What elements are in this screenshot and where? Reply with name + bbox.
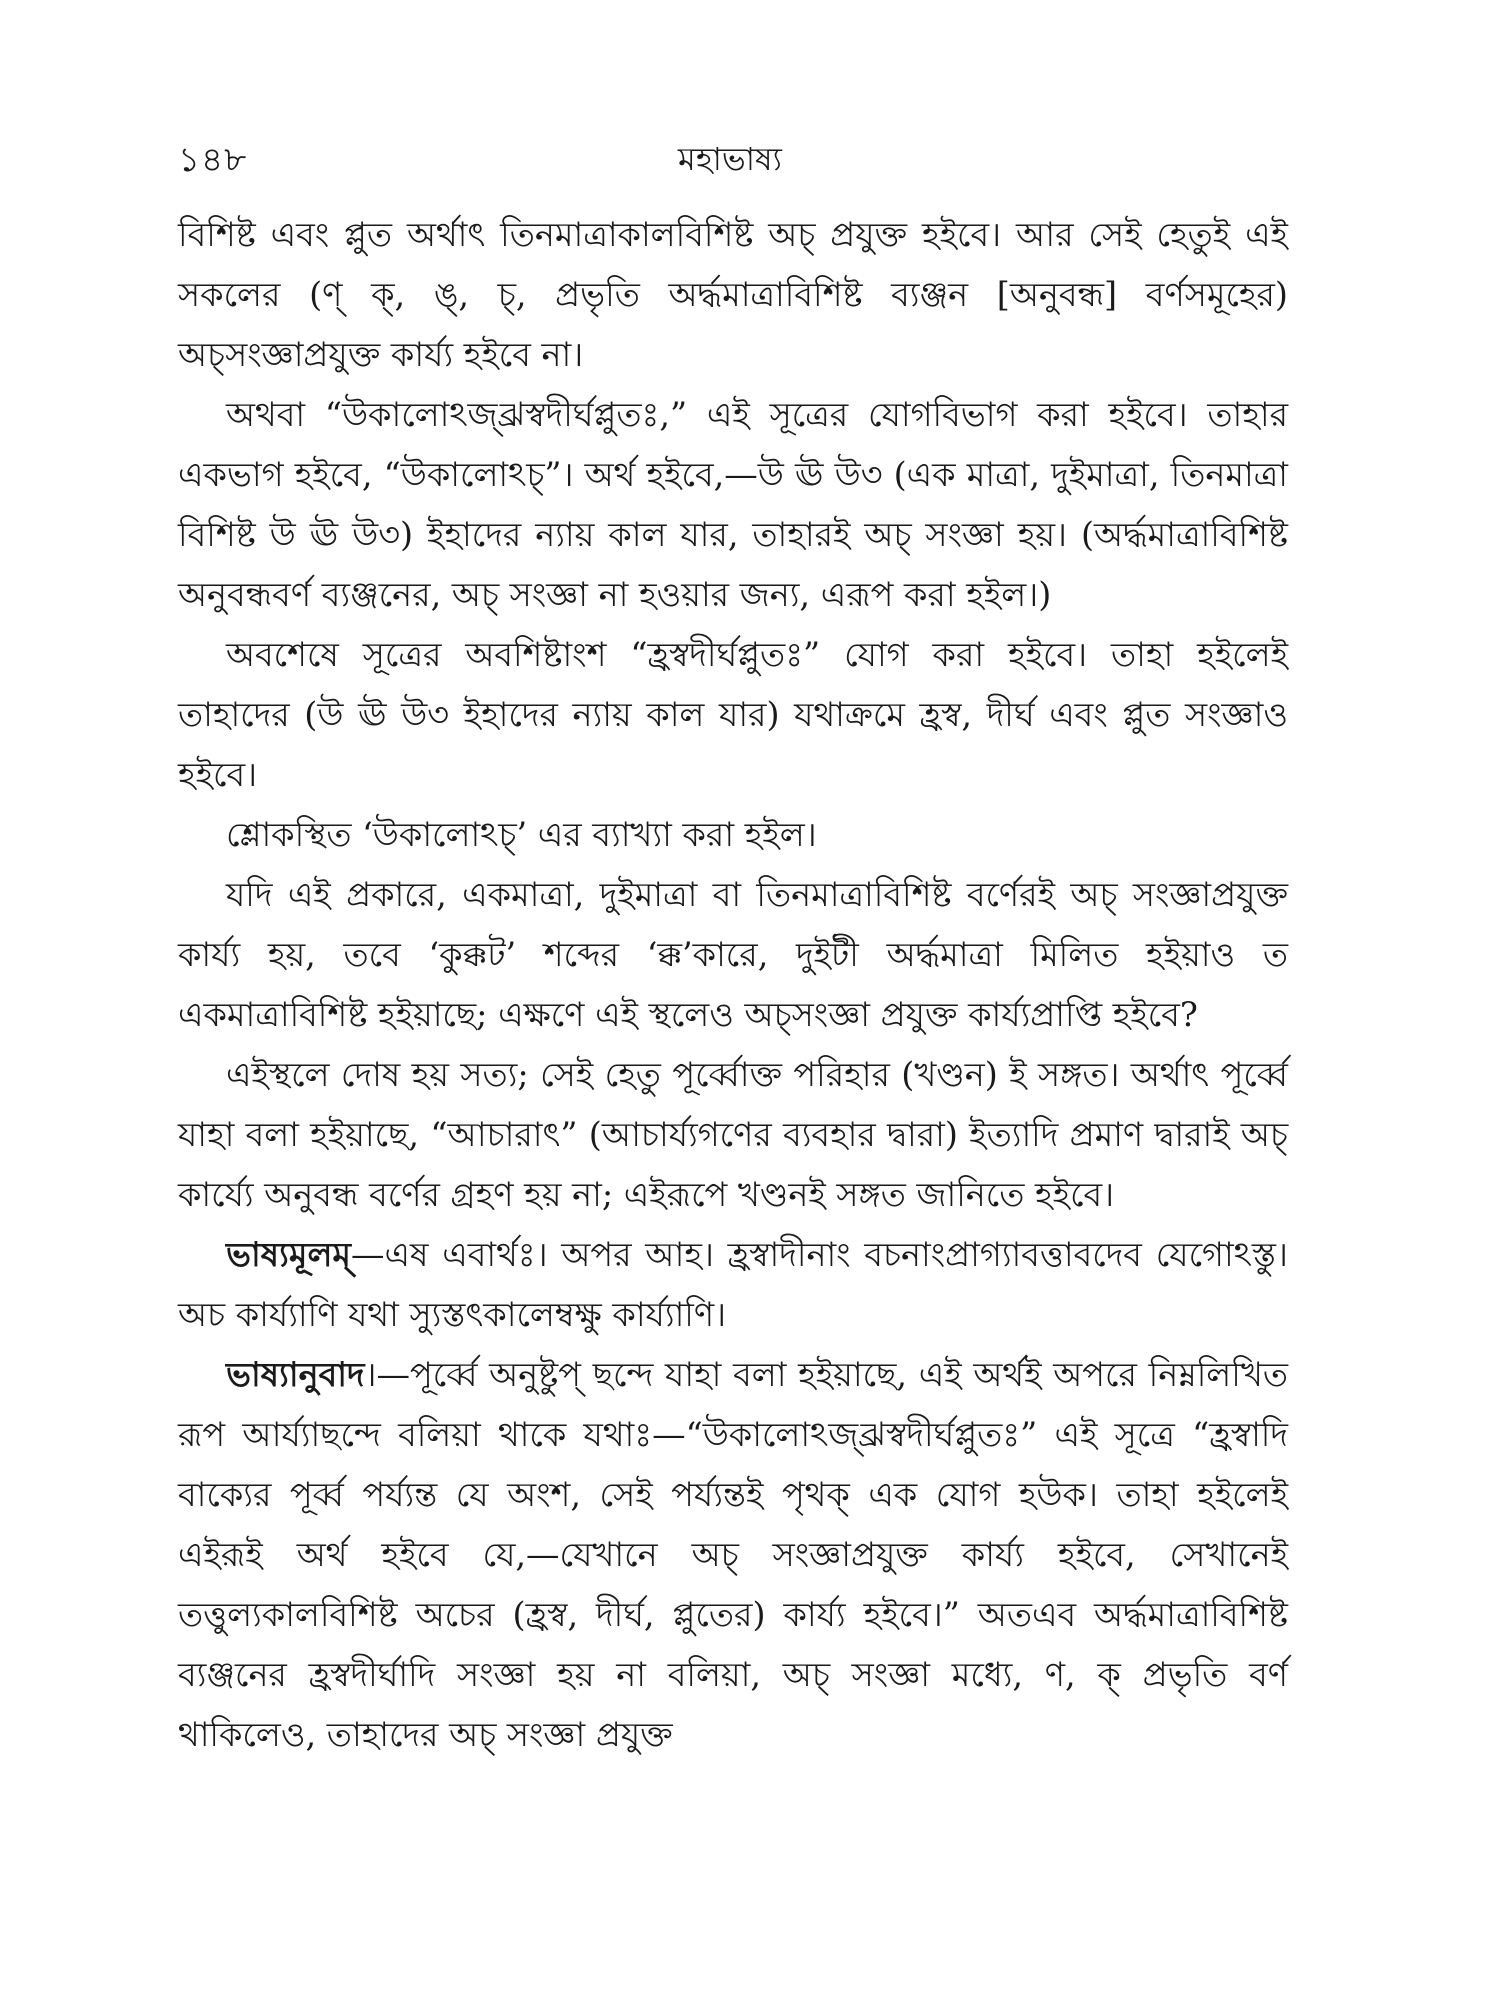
body-text bbox=[178, 205, 1288, 1765]
paragraph bbox=[178, 385, 1288, 625]
paragraph-lead: ভাষ্যমূলম্ bbox=[226, 1235, 352, 1274]
paragraph-text: যদি এই প্রকারে, একমাত্রা, দুইমাত্রা বা তিনমাত্রাবিশিষ্ট বর্ণেরই অচ্ সংজ্ঞাপ্রযুক্ত কার্য্য হয়, তবে ‘কুক্কট’ শব্দের ‘ক্ক’কারে, দুইটী অর্দ্ধমাত্রা মিলিত হইয়াও ত একমাত্রাবিশিষ্ট হইয়াছে; এক্ষণে এই স্থলেও অচ্সংজ্ঞা প্রযুক্ত কার্য্যপ্রাপ্তি হইবে? bbox=[178, 875, 1288, 1034]
paragraph-bhashya-mulam bbox=[178, 1225, 1288, 1345]
paragraph bbox=[178, 625, 1288, 805]
paragraph-text: ।—পূর্ব্বে অনুষ্টুপ্ ছন্দে যাহা বলা হইয়াছে, এই অর্থই অপরে নিম্নলিখিত রূপ আর্য্যাছন্দে বলিয়া থাকে যথাঃ—“উকালোঽজ্ঝ্রস্বদীর্ঘপ্লুতঃ” এই সূত্রে “হ্রস্বাদি বাক্যের পূর্ব্ব পর্য্যন্ত যে অংশ, সেই পর্য্যন্তই পৃথক্ এক যোগ হউক। তাহা হইলেই এইরূই অর্থ হইবে যে,—যেখানে অচ্ সংজ্ঞাপ্রযুক্ত কার্য্য হইবে, সেখানেই তত্তুল্যকালবিশিষ্ট অচের (হ্রস্ব, দীর্ঘ, প্লুতের) কার্য্য হইবে।” অতএব অর্দ্ধমাত্রাবিশিষ্ট ব্যঞ্জনের হ্রস্বদীর্ঘাদি সংজ্ঞা হয় না বলিয়া, অচ্ সংজ্ঞা মধ্যে, ণ, ক্ প্রভৃতি বর্ণ থাকিলেও, তাহাদের অচ্ সংজ্ঞা প্রযুক্ত bbox=[178, 1355, 1288, 1754]
running-title: মহাভাষ্য bbox=[678, 140, 782, 178]
paragraph-text: শ্লোকস্থিত ‘উকালোঽচ্’ এর ব্যাখ্যা করা হইল। bbox=[226, 815, 817, 854]
paragraph-text: —এষ এবার্থঃ। অপর আহ। হ্রস্বাদীনাং বচনাংপ্রাগ্যাবত্তাবদেব যেগোঽস্তু। অচ কার্য্যাণি যথা স্যুস্তৎকালেম্বক্ষু কার্য্যাণি। bbox=[178, 1235, 1288, 1334]
paragraph-text: বিশিষ্ট এবং প্লুত অর্থাৎ তিনমাত্রাকালবিশিষ্ট অচ্ প্রযুক্ত হইবে। আর সেই হেতুই এই সকলের (ণ্ ক্, ঙ্, চ্, প্রভৃতি অর্দ্ধমাত্রাবিশিষ্ট ব্যঞ্জন [অনুবন্ধ] বর্ণসমূহের) অচ্সংজ্ঞাপ্রযুক্ত কার্য্য হইবে না। bbox=[178, 215, 1288, 374]
paragraph-bhashya-anuvad bbox=[178, 1345, 1288, 1765]
paragraph bbox=[178, 1045, 1288, 1225]
paragraph-continued bbox=[178, 205, 1288, 385]
paragraph bbox=[178, 865, 1288, 1045]
paragraph-lead: ভাষ্যানুবাদ bbox=[226, 1355, 365, 1394]
page-header bbox=[178, 130, 1282, 190]
paragraph bbox=[178, 805, 1288, 865]
page-number: ১৪৮ bbox=[178, 140, 248, 180]
paragraph-text: এইস্থলে দোষ হয় সত্য; সেই হেতু পূর্ব্বোক্ত পরিহার (খণ্ডন) ই সঙ্গত। অর্থাৎ পূর্ব্বে যাহা বলা হইয়াছে, “আচারাৎ” (আচার্য্যগণের ব্যবহার দ্বারা) ইত্যাদি প্রমাণ দ্বারাই অচ্ কার্য্যে অনুবন্ধ বর্ণের গ্রহণ হয় না; এইরূপে খণ্ডনই সঙ্গত জানিতে হইবে। bbox=[178, 1055, 1288, 1214]
paragraph-text: অবশেষে সূত্রের অবশিষ্টাংশ “হ্রস্বদীর্ঘপ্লুতঃ” যোগ করা হইবে। তাহা হইলেই তাহাদের (উ ঊ উ৩ ইহাদের ন্যায় কাল যার) যথাক্রমে হ্রস্ব, দীর্ঘ এবং প্লুত সংজ্ঞাও হইবে। bbox=[178, 635, 1288, 794]
paragraph-text: অথবা “উকালোঽজ্ঝ্রস্বদীর্ঘপ্লুতঃ,” এই সূত্রের যোগবিভাগ করা হইবে। তাহার একভাগ হইবে, “উকালোঽচ্”। অর্থ হইবে,—উ ঊ উ৩ (এক মাত্রা, দুইমাত্রা, তিনমাত্রা বিশিষ্ট উ ঊ উ৩) ইহাদের ন্যায় কাল যার, তাহারই অচ্ সংজ্ঞা হয়। (অর্দ্ধমাত্রাবিশিষ্ট অনুবন্ধবর্ণ ব্যঞ্জনের, অচ্ সংজ্ঞা না হওয়ার জন্য, এরূপ করা হইল।) bbox=[178, 395, 1288, 614]
